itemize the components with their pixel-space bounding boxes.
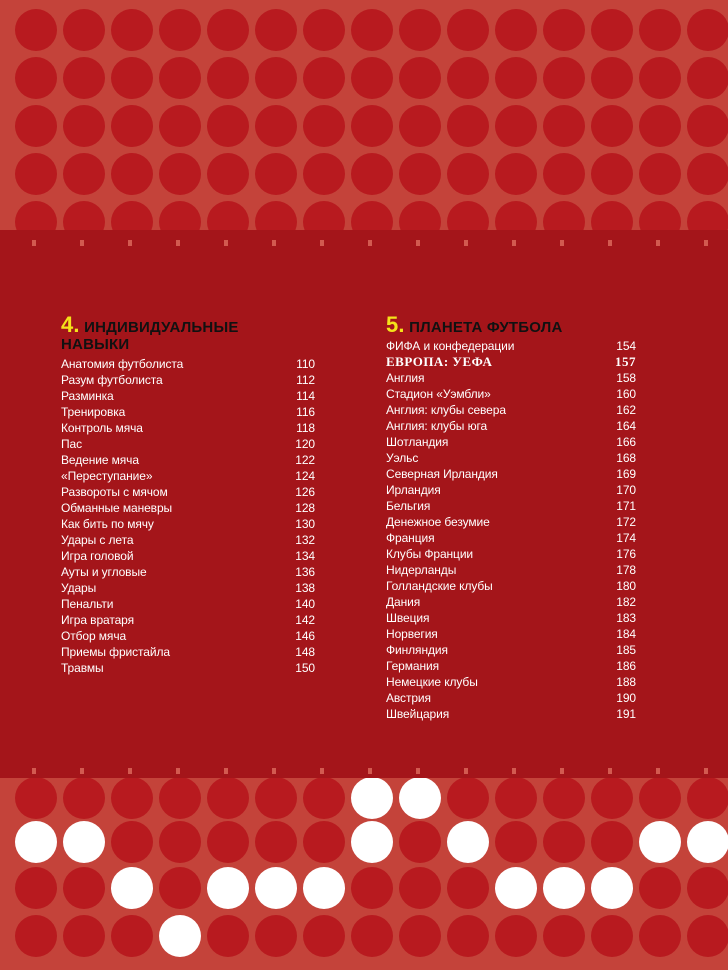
red-dot xyxy=(591,9,633,51)
white-dot xyxy=(351,821,393,863)
toc-entry xyxy=(386,466,636,482)
toc-entry xyxy=(386,402,636,418)
red-dot xyxy=(207,105,249,147)
red-dot xyxy=(159,821,201,863)
red-dot xyxy=(303,153,345,195)
red-dot xyxy=(111,57,153,99)
toc-entry xyxy=(386,674,636,690)
edge-tick-mark xyxy=(608,768,612,774)
red-dot xyxy=(303,821,345,863)
red-dot xyxy=(543,57,585,99)
toc-entry-title: Разминка xyxy=(61,389,114,403)
red-dot xyxy=(207,57,249,99)
red-dot xyxy=(639,153,681,195)
red-dot xyxy=(63,105,105,147)
edge-tick-mark xyxy=(512,768,516,774)
edge-tick-mark xyxy=(80,240,84,246)
toc-entry xyxy=(61,388,315,404)
toc-entry-page-number: 134 xyxy=(295,549,315,563)
toc-entry xyxy=(386,386,636,402)
red-dot xyxy=(639,777,681,819)
toc-entry xyxy=(386,450,636,466)
edge-tick-mark xyxy=(320,240,324,246)
toc-entry-title: Пенальти xyxy=(61,597,114,611)
red-dot xyxy=(159,57,201,99)
toc-entry xyxy=(386,546,636,562)
toc-entry-page-number: 126 xyxy=(295,485,315,499)
toc-entry-title: Голландские клубы xyxy=(386,579,493,593)
edge-tick-mark xyxy=(464,768,468,774)
toc-entry-title: Франция xyxy=(386,531,435,545)
toc-entry-title: Германия xyxy=(386,659,439,673)
red-dot xyxy=(591,57,633,99)
toc-entry-title: Отбор мяча xyxy=(61,629,127,643)
red-dot xyxy=(159,9,201,51)
red-dot xyxy=(447,915,489,957)
section-4-entries xyxy=(61,356,315,676)
toc-entry xyxy=(386,594,636,610)
red-dot xyxy=(255,821,297,863)
toc-entry-title: Удары xyxy=(61,581,97,595)
red-dot xyxy=(399,153,441,195)
red-dot xyxy=(399,867,441,909)
white-dot xyxy=(687,821,728,863)
toc-entry xyxy=(386,690,636,706)
toc-entry-page-number: 114 xyxy=(296,389,315,403)
red-dot xyxy=(447,153,489,195)
red-dot xyxy=(639,9,681,51)
toc-entry-title: Клубы Франции xyxy=(386,547,474,561)
red-dot xyxy=(399,821,441,863)
toc-entry xyxy=(386,530,636,546)
toc-entry-page-number: 150 xyxy=(295,661,315,675)
red-dot xyxy=(351,915,393,957)
toc-entry-title: Стадион «Уэмбли» xyxy=(386,387,491,401)
red-dot xyxy=(543,777,585,819)
red-dot xyxy=(303,915,345,957)
toc-entry xyxy=(386,482,636,498)
toc-entry-page-number: 182 xyxy=(616,595,636,609)
toc-entry xyxy=(61,452,315,468)
toc-entry xyxy=(386,498,636,514)
section-4-column xyxy=(61,312,315,676)
section-5-number: 5. xyxy=(386,312,405,337)
white-dot xyxy=(543,867,585,909)
toc-entry-page-number: 138 xyxy=(295,581,315,595)
toc-entry-page-number: 186 xyxy=(616,659,636,673)
toc-entry xyxy=(386,658,636,674)
toc-entry-page-number: 158 xyxy=(616,371,636,385)
toc-entry xyxy=(386,338,636,354)
red-dot xyxy=(399,915,441,957)
edge-tick-mark xyxy=(128,768,132,774)
toc-entry-page-number: 178 xyxy=(616,563,636,577)
toc-entry xyxy=(386,578,636,594)
section-4-number: 4. xyxy=(61,312,80,337)
toc-entry xyxy=(61,356,315,372)
red-dot xyxy=(543,105,585,147)
toc-entry-page-number: 171 xyxy=(616,499,636,513)
toc-entry-page-number: 118 xyxy=(296,421,315,435)
red-dot xyxy=(15,57,57,99)
red-dot xyxy=(639,915,681,957)
red-dot xyxy=(303,9,345,51)
white-dot xyxy=(159,915,201,957)
white-dot xyxy=(255,867,297,909)
red-dot xyxy=(207,153,249,195)
red-dot xyxy=(687,153,728,195)
red-dot xyxy=(447,867,489,909)
red-dot xyxy=(687,915,728,957)
section-4-title-line1: ИНДИВИДУАЛЬНЫЕ xyxy=(84,319,239,336)
red-dot xyxy=(207,915,249,957)
red-dot xyxy=(111,153,153,195)
red-dot xyxy=(207,777,249,819)
edge-tick-mark xyxy=(368,240,372,246)
toc-entry-title: Игра вратаря xyxy=(61,613,135,627)
edge-tick-mark xyxy=(176,240,180,246)
toc-entry xyxy=(61,660,315,676)
toc-entry xyxy=(61,516,315,532)
toc-entry-page-number: 116 xyxy=(296,405,315,419)
red-dot xyxy=(63,777,105,819)
red-dot xyxy=(63,915,105,957)
red-dot xyxy=(447,777,489,819)
white-dot xyxy=(63,821,105,863)
toc-entry-page-number: 130 xyxy=(295,517,315,531)
white-dot xyxy=(207,867,249,909)
toc-entry-title: Швеция xyxy=(386,611,430,625)
toc-entry-page-number: 124 xyxy=(295,469,315,483)
red-dot xyxy=(159,153,201,195)
red-dot xyxy=(639,57,681,99)
red-dot xyxy=(15,915,57,957)
white-dot xyxy=(495,867,537,909)
red-dot xyxy=(543,821,585,863)
toc-entry-page-number: 122 xyxy=(295,453,315,467)
toc-entry xyxy=(386,418,636,434)
edge-tick-mark xyxy=(368,768,372,774)
toc-entry-title: Тренировка xyxy=(61,405,126,419)
red-dot xyxy=(639,105,681,147)
toc-entry xyxy=(61,644,315,660)
red-dot xyxy=(639,867,681,909)
edge-tick-mark xyxy=(464,240,468,246)
red-dot xyxy=(15,9,57,51)
red-dot xyxy=(111,105,153,147)
white-dot xyxy=(591,867,633,909)
toc-entry-page-number: 112 xyxy=(296,373,315,387)
red-dot xyxy=(447,105,489,147)
toc-entry-page-number: 146 xyxy=(295,629,315,643)
white-dot xyxy=(303,867,345,909)
red-dot xyxy=(351,9,393,51)
white-dot xyxy=(15,821,57,863)
toc-entry-title: Немецкие клубы xyxy=(386,675,478,689)
edge-tick-mark xyxy=(416,768,420,774)
red-dot xyxy=(495,9,537,51)
edge-tick-mark xyxy=(560,768,564,774)
toc-entry-page-number: 176 xyxy=(616,547,636,561)
toc-entry xyxy=(386,562,636,578)
toc-entry xyxy=(386,514,636,530)
toc-entry-title: Англия: клубы севера xyxy=(386,403,506,417)
red-dot xyxy=(495,105,537,147)
toc-entry xyxy=(386,370,636,386)
red-dot xyxy=(207,821,249,863)
toc-entry-page-number: 120 xyxy=(295,437,315,451)
toc-entry-title: Ирландия xyxy=(386,483,441,497)
toc-entry xyxy=(386,610,636,626)
toc-entry-title: Денежное безумие xyxy=(386,515,490,529)
white-dot xyxy=(111,867,153,909)
red-dot xyxy=(399,57,441,99)
red-dot xyxy=(351,153,393,195)
toc-entry xyxy=(61,532,315,548)
red-dot xyxy=(15,105,57,147)
toc-entry-page-number: 154 xyxy=(616,339,636,353)
toc-entry-title: Шотландия xyxy=(386,435,449,449)
white-dot xyxy=(447,821,489,863)
toc-entry xyxy=(61,596,315,612)
red-dot xyxy=(15,153,57,195)
section-5-column xyxy=(386,312,636,722)
red-dot xyxy=(687,57,728,99)
toc-entry xyxy=(61,500,315,516)
section-5-entries xyxy=(386,338,636,722)
toc-entry xyxy=(61,468,315,484)
toc-entry-page-number: 164 xyxy=(616,419,636,433)
red-dot xyxy=(255,915,297,957)
edge-tick-mark xyxy=(704,768,708,774)
toc-entry-page-number: 172 xyxy=(616,515,636,529)
red-dot xyxy=(207,9,249,51)
red-dot xyxy=(591,105,633,147)
toc-entry xyxy=(61,564,315,580)
toc-entry-title: Игра головой xyxy=(61,549,134,563)
section-5-title: ПЛАНЕТА ФУТБОЛА xyxy=(409,319,563,336)
edge-tick-mark xyxy=(272,240,276,246)
edge-tick-mark xyxy=(224,240,228,246)
toc-entry-page-number: 191 xyxy=(616,707,636,721)
red-dot xyxy=(255,777,297,819)
red-dot xyxy=(255,57,297,99)
toc-entry-title: Пас xyxy=(61,437,82,451)
toc-entry-title: Обманные маневры xyxy=(61,501,173,515)
edge-tick-mark xyxy=(272,768,276,774)
white-dot xyxy=(399,777,441,819)
toc-entry-page-number: 132 xyxy=(295,533,315,547)
toc-entry-title: Развороты с мячом xyxy=(61,485,168,499)
red-dot xyxy=(159,777,201,819)
red-dot xyxy=(399,9,441,51)
red-dot xyxy=(255,105,297,147)
toc-entry-page-number: 110 xyxy=(296,357,315,371)
toc-entry xyxy=(386,626,636,642)
toc-entry-title: Удары с лета xyxy=(61,533,134,547)
red-dot xyxy=(543,915,585,957)
toc-entry xyxy=(61,372,315,388)
red-dot xyxy=(447,9,489,51)
toc-entry-title: Анатомия футболиста xyxy=(61,357,184,371)
red-dot xyxy=(15,777,57,819)
toc-entry xyxy=(386,642,636,658)
red-dot xyxy=(447,57,489,99)
red-dot xyxy=(351,105,393,147)
toc-entry-title: Нидерланды xyxy=(386,563,457,577)
toc-entry-title: Разум футболиста xyxy=(61,373,163,387)
white-dot xyxy=(351,777,393,819)
toc-entry-page-number: 136 xyxy=(295,565,315,579)
toc-entry-title: Контроль мяча xyxy=(61,421,143,435)
red-dot xyxy=(591,915,633,957)
red-dot xyxy=(495,153,537,195)
toc-entry-page-number: 185 xyxy=(616,643,636,657)
red-dot xyxy=(159,105,201,147)
section-4-heading xyxy=(61,312,315,353)
red-dot xyxy=(495,57,537,99)
toc-entry-title: Уэльс xyxy=(386,451,419,465)
red-dot xyxy=(303,777,345,819)
red-dot xyxy=(591,821,633,863)
red-dot xyxy=(687,105,728,147)
edge-tick-mark xyxy=(656,240,660,246)
toc-entry-title: Англия xyxy=(386,371,425,385)
toc-entry xyxy=(386,706,636,722)
toc-entry-title: Норвегия xyxy=(386,627,438,641)
red-dot xyxy=(591,777,633,819)
red-dot xyxy=(15,867,57,909)
edge-tick-mark xyxy=(32,240,36,246)
edge-tick-mark xyxy=(656,768,660,774)
toc-entry-page-number: 170 xyxy=(616,483,636,497)
section-4-title-line2: НАВЫКИ xyxy=(61,336,130,353)
red-dot xyxy=(303,57,345,99)
toc-entry xyxy=(386,434,636,450)
edge-tick-mark xyxy=(224,768,228,774)
toc-entry-title: ФИФА и конфедерации xyxy=(386,339,515,353)
red-dot xyxy=(351,867,393,909)
toc-entry xyxy=(61,628,315,644)
toc-entry-page-number: 174 xyxy=(616,531,636,545)
toc-subheading-row xyxy=(386,354,636,370)
red-dot xyxy=(255,9,297,51)
toc-entry-title: «Переступание» xyxy=(61,469,153,483)
toc-entry-title: Приемы фристайла xyxy=(61,645,170,659)
toc-entry xyxy=(61,580,315,596)
toc-entry-title: Дания xyxy=(386,595,421,609)
toc-entry-title: Ведение мяча xyxy=(61,453,139,467)
red-dot xyxy=(63,867,105,909)
toc-entry-page-number: 128 xyxy=(295,501,315,515)
edge-tick-mark xyxy=(608,240,612,246)
red-dot xyxy=(159,867,201,909)
toc-entry xyxy=(61,404,315,420)
toc-entry xyxy=(61,436,315,452)
toc-entry xyxy=(61,612,315,628)
edge-tick-mark xyxy=(320,768,324,774)
toc-entry-page-number: 140 xyxy=(295,597,315,611)
edge-tick-mark xyxy=(32,768,36,774)
edge-tick-mark xyxy=(176,768,180,774)
toc-entry-title: Как бить по мячу xyxy=(61,517,154,531)
red-dot xyxy=(63,57,105,99)
edge-tick-mark xyxy=(128,240,132,246)
red-dot xyxy=(63,153,105,195)
toc-entry-page-number: 190 xyxy=(616,691,636,705)
edge-tick-mark xyxy=(704,240,708,246)
red-dot xyxy=(687,9,728,51)
toc-entry-title: Финляндия xyxy=(386,643,448,657)
toc-entry-title: Австрия xyxy=(386,691,431,705)
toc-entry-page-number: 184 xyxy=(616,627,636,641)
toc-entry-page-number: 188 xyxy=(616,675,636,689)
toc-entry-title: Англия: клубы юга xyxy=(386,419,488,433)
red-dot xyxy=(111,821,153,863)
edge-tick-mark xyxy=(512,240,516,246)
white-dot xyxy=(639,821,681,863)
toc-entry xyxy=(61,484,315,500)
edge-tick-mark xyxy=(416,240,420,246)
toc-entry-title: ЕВРОПА: УЕФА xyxy=(386,354,493,369)
toc-entry-page-number: 162 xyxy=(616,403,636,417)
toc-entry-page-number: 183 xyxy=(616,611,636,625)
toc-entry xyxy=(61,420,315,436)
toc-entry-page-number: 142 xyxy=(295,613,315,627)
toc-entry xyxy=(61,548,315,564)
red-dot xyxy=(255,153,297,195)
red-dot xyxy=(543,9,585,51)
red-dot xyxy=(303,105,345,147)
red-dot xyxy=(495,777,537,819)
toc-entry-title: Швейцария xyxy=(386,707,450,721)
toc-entry-title: Северная Ирландия xyxy=(386,467,498,481)
section-5-heading xyxy=(386,312,636,337)
toc-entry-page-number: 180 xyxy=(616,579,636,593)
red-dot xyxy=(495,821,537,863)
toc-entry-page-number: 160 xyxy=(616,387,636,401)
red-dot xyxy=(63,9,105,51)
red-dot xyxy=(543,153,585,195)
red-dot xyxy=(687,777,728,819)
toc-entry-title: Ауты и угловые xyxy=(61,565,147,579)
red-dot xyxy=(111,9,153,51)
edge-tick-mark xyxy=(80,768,84,774)
toc-entry-title: Бельгия xyxy=(386,499,431,513)
red-dot xyxy=(687,867,728,909)
toc-entry-page-number: 168 xyxy=(616,451,636,465)
toc-entry-page-number: 169 xyxy=(616,467,636,481)
red-dot xyxy=(399,105,441,147)
red-dot xyxy=(495,915,537,957)
red-dot xyxy=(111,915,153,957)
edge-tick-mark xyxy=(560,240,564,246)
red-dot xyxy=(351,57,393,99)
toc-entry-page-number: 148 xyxy=(295,645,315,659)
red-dot xyxy=(591,153,633,195)
toc-entry-page-number: 157 xyxy=(615,354,636,369)
toc-entry-title: Травмы xyxy=(61,661,104,675)
red-dot xyxy=(111,777,153,819)
toc-entry-page-number: 166 xyxy=(616,435,636,449)
